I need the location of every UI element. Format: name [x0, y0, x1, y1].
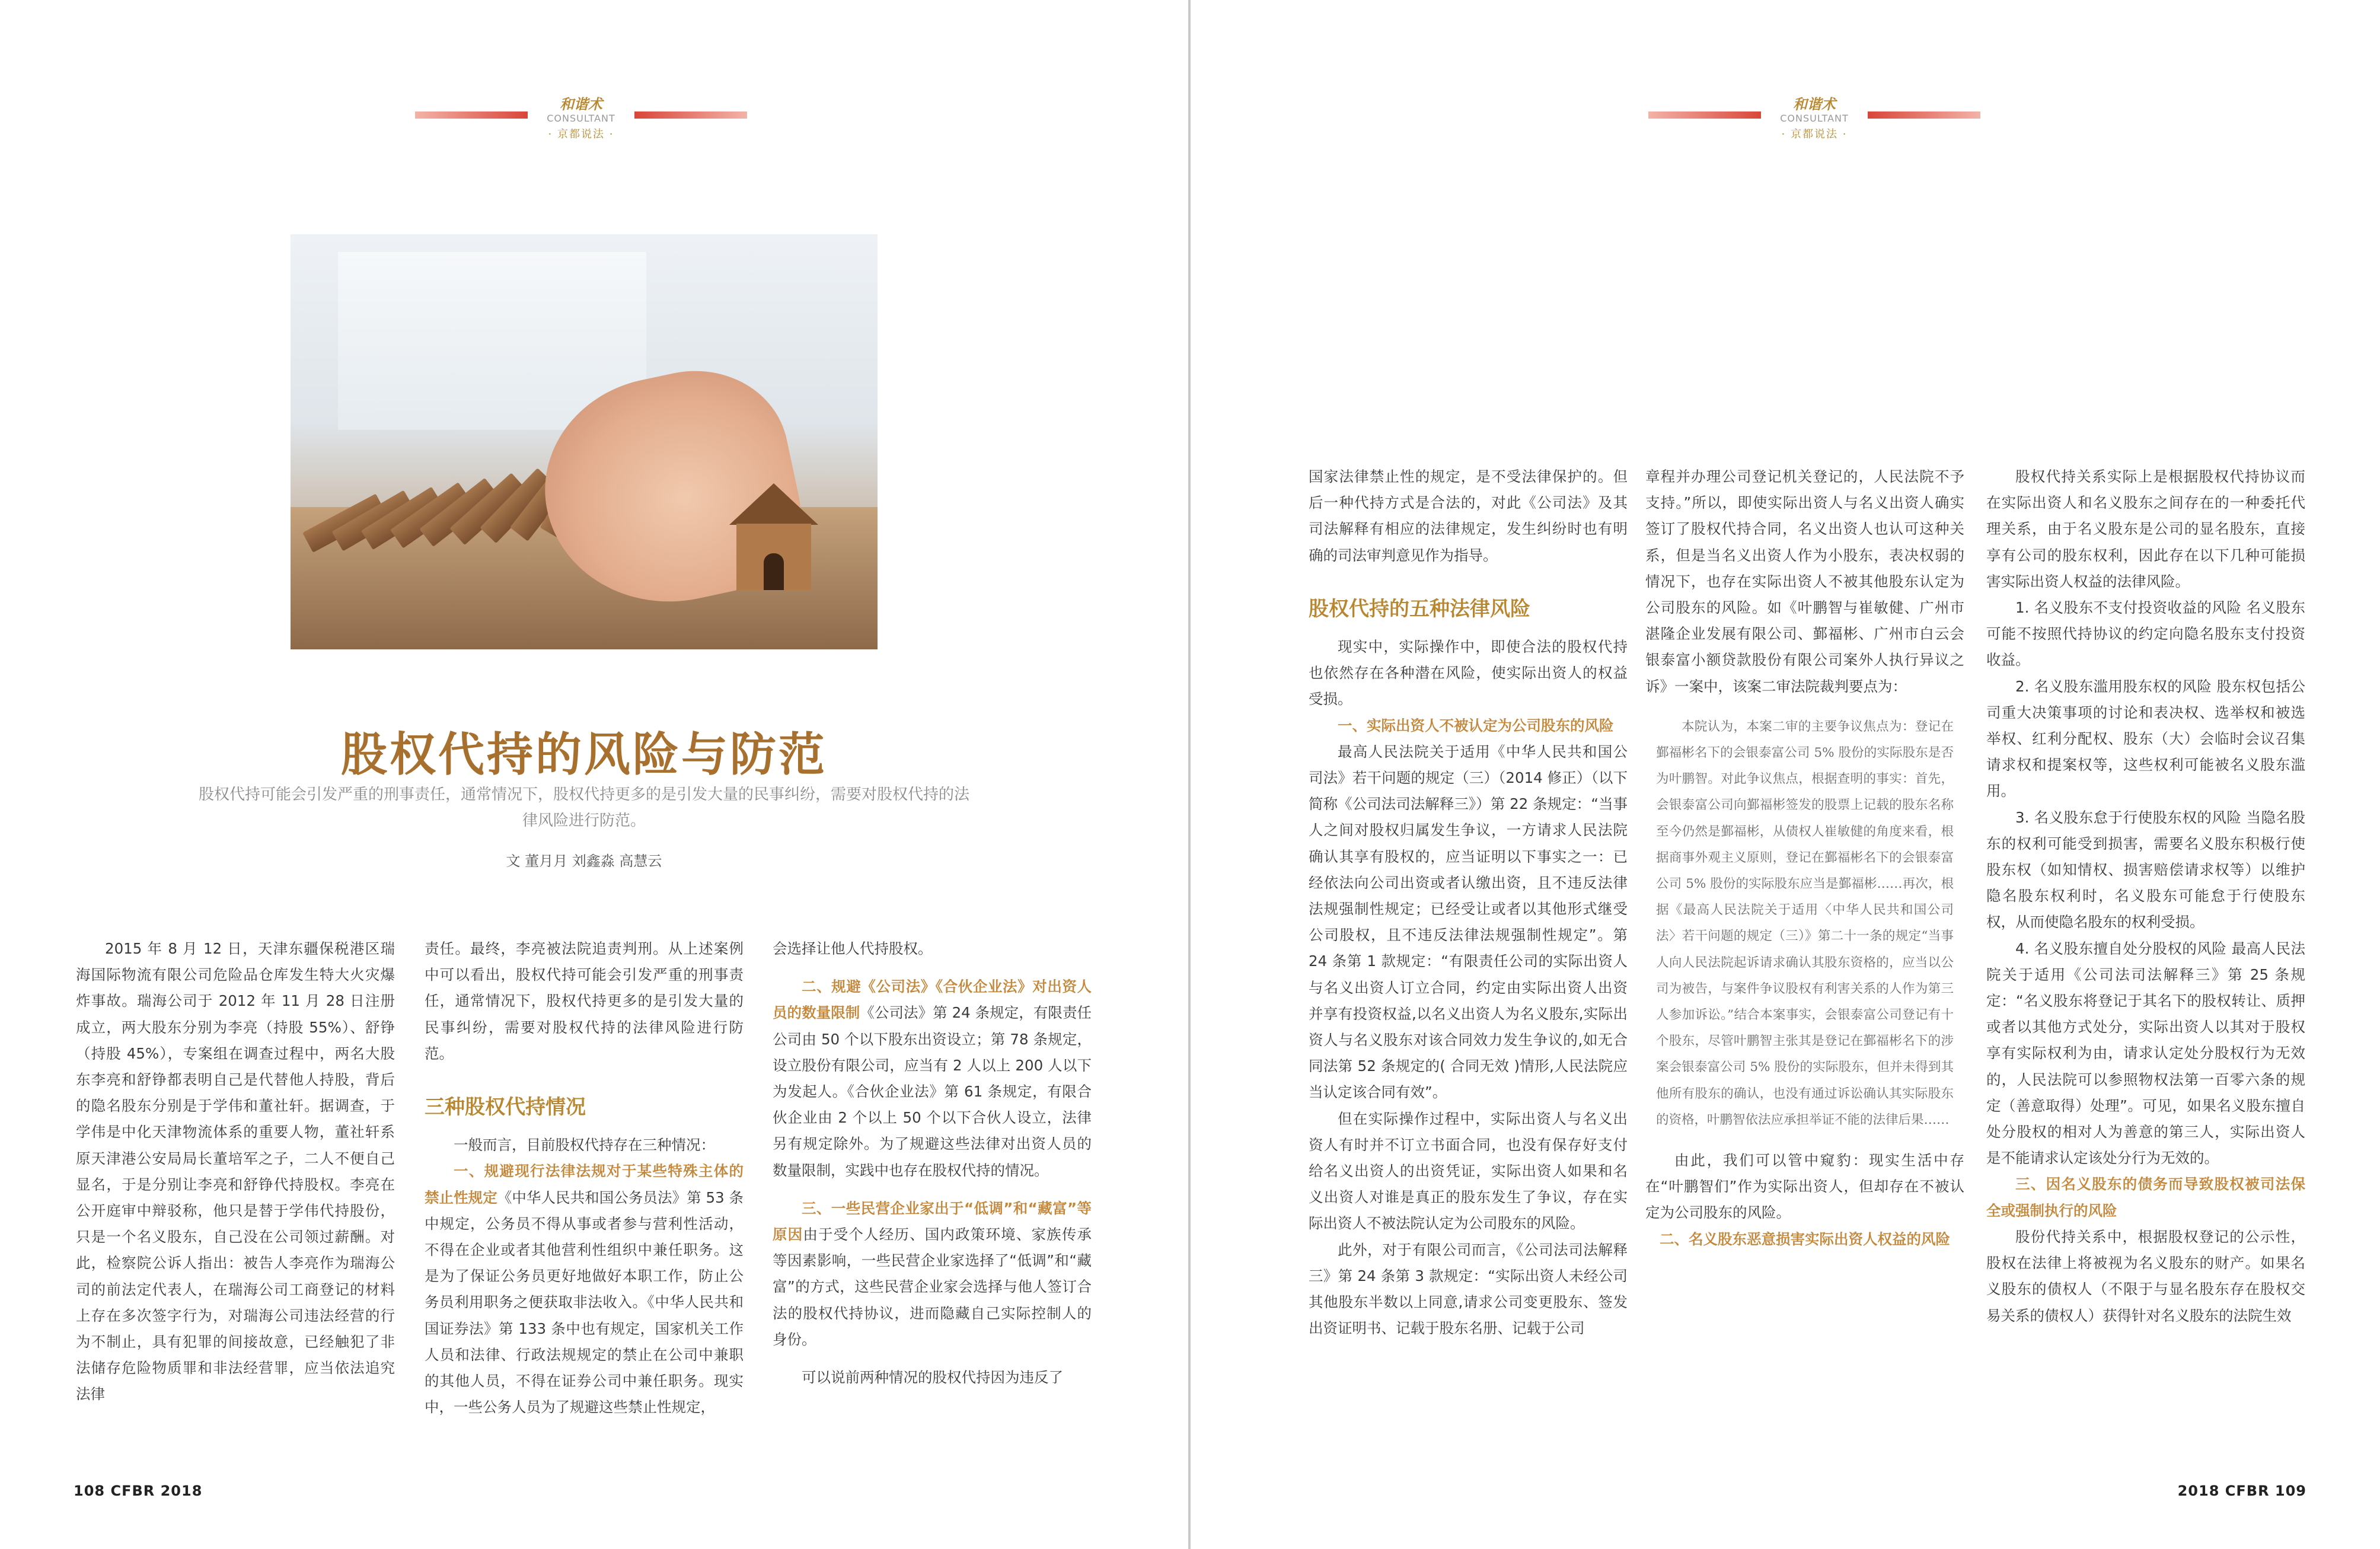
page-number-left: 108 CFBR 2018 — [74, 1483, 203, 1499]
house-roof — [729, 483, 818, 525]
section-heading: 三种股权代持情况 — [425, 1095, 586, 1120]
paragraph: 章程并办理公司登记机关登记的，人民法院不予支持。”所以，即使实际出资人与名义出资人确实签订了股权代持合同，名义出资人也认可这种关系，但是当名义出资人作为小股东，表决权弱的情况下，也存在实际出资人不被其他股东认定为公司股东的风险。如《叶鹏智与崔敏健、广州市湛隆企业发展有限公司、鄞福彬、广州市白云会银泰富小额贷款股份有限公司案外人执行异议之诉》一案中，该案二审法院裁判要点为： — [1645, 468, 1964, 695]
paragraph: 现实中，实际操作中，即使合法的股权代持也依然存在各种潜在风险，使实际出资人的权益受损。 — [1309, 638, 1628, 708]
subheading: 二、名义股东恶意损害实际出资人权益的风险 — [1660, 1230, 1950, 1248]
column-header — [1648, 89, 1980, 142]
paragraph: 4. 名义股东擅自处分股权的风险 最高人民法院关于适用《公司法司法解释三》第 25 条规定：“名义股东将登记于其名下的股权转让、质押或者以其他方式处分，实际出资人以其对于股权享有实际权利为由，请求认定处分股权行为无效的，人民法院可以参照物权法第一百零六条的规定（善意取得）处理”。可见，如果名义股东擅自处分股权的相对人为善意的第三人，实际出资人是不能请求认定该处分行为无效的。 — [1986, 939, 2305, 1167]
right-column-3 — [1986, 464, 2305, 1448]
header-title: 和谐术 — [560, 95, 602, 113]
paragraph: 1. 名义股东不支付投资收益的风险 名义股东可能不按照代持协议的约定向隐名股东支付投资收益。 — [1986, 599, 2305, 669]
paragraph — [773, 974, 1092, 1184]
paragraph-text: 《公司法》第 24 条规定，有限责任公司由 50 个以下股东出资设立；第 78 条规定，设立股份有限公司，应当有 2 人以上 200 人以下为发起人。《合伙企业法》第 61 条规定，有限合伙企业由 2 个以上 50 个以下合伙人设立，法律另有规定除外。为了规避这些法律对出资人员的数量限制，实践中也存在股权代持的情况。 — [773, 1004, 1092, 1179]
header-subtitle: · 京都说法 · — [1781, 128, 1848, 141]
right-column-1 — [1309, 464, 1628, 1448]
paragraph: 但在实际操作过程中，实际出资人与名义出资人有时并不订立书面合同，也没有保存好支付给名义出资人的出资凭证，实际出资人如果和名义出资人对谁是真正的股东发生了争议，存在实际出资人不被法院认定为公司股东的风险。 — [1309, 1110, 1628, 1232]
header-title-en: CONSULTANT — [547, 113, 615, 124]
subheading: 三、因名义股东的债务而导致股权被司法保全或强制执行的风险 — [1986, 1175, 2305, 1219]
paragraph-text: 由于受个人经历、国内政策环境、家族传承等因素影响，一些民营企业家选择了“低调”和“藏富”的方式，这些民营企业家会选择与他人签订合法的股权代持协议，进而隐藏自己实际控制人的身份。 — [773, 1226, 1092, 1348]
paragraph: 由此，我们可以管中窥豹：现实生活中存在“叶鹏智们”作为实际出资人，但却存在不被认定为公司股东的风险。 — [1645, 1152, 1964, 1222]
paragraph — [773, 1196, 1092, 1353]
page-number-right: 2018 CFBR 109 — [2177, 1483, 2306, 1499]
left-column-1 — [76, 936, 395, 1446]
article-subtitle: 股权代持可能会引发严重的刑事责任，通常情况下，股权代持更多的是引发大量的民事纠纷，需要对股权代持的法律风险进行防范。 — [198, 786, 969, 830]
paragraph: 国家法律禁止性的规定，是不受法律保护的。但后一种代持方式是合法的，对此《公司法》及其司法解释有相应的法律规定，发生纠纷时也有明确的司法审判意见作为指导。 — [1309, 468, 1628, 564]
paragraph: 责任。最终，李亮被法院追责判刑。从上述案例中可以看出，股权代持可能会引发严重的刑事责任，通常情况下，股权代持更多的是引发大量的民事纠纷，需要对股权代持的法律风险进行防范。 — [425, 940, 744, 1062]
column-header — [415, 89, 747, 142]
left-column-2 — [425, 936, 744, 1446]
header-subtitle: · 京都说法 · — [548, 128, 614, 141]
section-heading: 股权代持的五种法律风险 — [1309, 597, 1530, 621]
paragraph: 2015 年 8 月 12 日，天津东疆保税港区瑞海国际物流有限公司危险品仓库发生特大火灾爆炸事故。瑞海公司于 2012 年 11 月 28 日注册成立，两大股东分别为李亮（持股 55%）、舒铮（持股 45%），专案组在调查过程中，两名大股东李亮和舒铮都表明自己是代替他人持股，背后的隐名股东分别是于学伟和董社轩。据调查，于学伟是中化天津物流体系的重要人物，董社轩系原天津港公安局局长董培军之子，二人不便自己显名，于是分别让李亮和舒铮代持股权。李亮在公开庭审中辩驳称，他只是替于学伟代持股份，只是一个名义股东，自己没在公司领过薪酬。对此，检察院公诉人指出：被告人李亮作为瑞海公司的前法定代表人，在瑞海公司工商登记的材料上存在多次签字行为，对瑞海公司违法经营的行为不制止，具有犯罪的间接故意，已经触犯了非法储存危险物质罪和非法经营罪，应当依法追究法律 — [76, 940, 395, 1403]
article-title: 股权代持的风险与防范 — [340, 728, 827, 782]
house-door — [764, 553, 784, 590]
paragraph: 2. 名义股东滥用股东权的风险 股东权包括公司重大决策事项的讨论和表决权、选举权和被选举权、红利分配权、股东（大）会临时会议召集请求权和提案权等，这些权利可能被名义股东滥用。 — [1986, 677, 2305, 800]
paragraph-text: 《中华人民共和国公务员法》第 53 条中规定，公务员不得从事或者参与营利性活动，不得在企业或者其他营利性组织中兼任职务。这是为了保证公务员更好地做好本职工作，防止公务员利用职务之便获取非法收入。《中华人民共和国证券法》第 133 条中也有规定，国家机关工作人员和法律、行政法规规定的禁止在公司中兼职的其他人员，不得在证券公司中兼任职务。现实中，一些公务人员为了规避这些禁止性规定， — [425, 1188, 744, 1416]
subheading-inline: 一、规避现行法律法规对于某些特殊主体的禁止性规定 — [425, 1162, 744, 1206]
paragraph: 可以说前两种情况的股权代持因为违反了 — [802, 1369, 1063, 1387]
paragraph: 股份代持关系中，根据股权登记的公示性，股权在法律上将被视为名义股东的财产。如果名义股东的债权人（不限于与显名股东存在股权交易关系的债权人）获得针对名义股东的法院生效 — [1986, 1228, 2305, 1324]
hero-photo — [291, 234, 878, 649]
paragraph: 会选择让他人代持股权。 — [773, 940, 933, 957]
left-column-3 — [773, 936, 1092, 1446]
right-page — [1190, 0, 2380, 1549]
paragraph: 此外，对于有限公司而言，《公司法司法解释三》第 24 条第 3 款规定：“实际出资人未经公司其他股东半数以上同意,请求公司变更股东、签发出资证明书、记载于股东名册、记载于公司 — [1309, 1241, 1628, 1337]
right-column-2 — [1645, 464, 1964, 1448]
subheading: 一、实际出资人不被认定为公司股东的风险 — [1338, 716, 1614, 734]
paragraph: 一般而言，目前股权代持存在三种情况： — [454, 1136, 715, 1154]
article-byline: 文 董月月 刘鑫淼 高慧云 — [506, 853, 662, 869]
paragraph: 最高人民法院关于适用《中华人民共和国公司法》若干问题的规定（三）（2014 修正）（以下简称《公司法司法解释三》）第 22 条规定：“当事人之间对股权归属发生争议，一方请求人民法院确认其享有股权的，应当证明以下事实之一：已经依法向公司出资或者认缴出资，且不违反法律法规强制性规定；已经受让或者以其他形式继受公司股权，且不违反法律法规强制性规定”。第 24 条第 1 款规定：“有限责任公司的实际出资人与名义出资人订立合同，约定由实际出资人出资并享有投资权益,以名义出资人为名义股东,实际出资人与名义股东对该合同效力发生争议的,如无合同法第 52 条规定的( 合同无效 )情形,人民法院应当认定该合同有效”。 — [1309, 742, 1628, 1101]
paragraph: 3. 名义股东怠于行使股东权的风险 当隐名股东的权利可能受到损害，需要名义股东积极行使股东权（如知情权、损害赔偿请求权等）以维护隐名股东权利时，名义股东可能怠于行使股东权，从而使隐名股东的权利受损。 — [1986, 808, 2305, 931]
paragraph: 股权代持关系实际上是根据股权代持协议而在实际出资人和名义股东之间存在的一种委托代理关系，由于名义股东是公司的显名股东，直接享有公司的股东权利，因此存在以下几种可能损害实际出资人权益的法律风险。 — [1986, 468, 2305, 590]
paragraph — [425, 1158, 744, 1420]
header-title: 和谐术 — [1793, 95, 1836, 113]
wooden-house — [729, 483, 818, 590]
court-quote: 本院认为，本案二审的主要争议焦点为：登记在鄞福彬名下的会银泰富公司 5% 股份的实际股东是否为叶鹏智。对此争议焦点，根据查明的事实：首先，会银泰富公司向鄞福彬签发的股票上记载的股东名称至今仍然是鄞福彬，从债权人崔敏健的角度来看，根据商事外观主义原则，登记在鄞福彬名下的会银泰富公司 5% 股份的实际股东应当是鄞福彬……再次，根据《最高人民法院关于适用〈中华人民共和国公司法〉若干问题的规定（三）》第二十一条的规定“当事人向人民法院起诉请求确认其股东资格的，应当以公司为被告，与案件争议股权有利害关系的人作为第三人参加诉讼。”结合本案事实，会银泰富公司登记有十个股东，尽管叶鹏智主张其是登记在鄞福彬名下的涉案会银泰富公司 5% 股份的实际股东，但并未得到其他所有股东的确认，也没有通过诉讼确认其实际股东的资格，叶鹏智依法应承担举证不能的法律后果…… — [1656, 719, 1954, 1127]
subheading-inline: 二、规避《公司法》《合伙企业法》对出资人员的数量限制 — [773, 978, 1092, 1022]
subheading-inline: 三、一些民营企业家出于“低调”和“藏富”等原因 — [773, 1199, 1092, 1244]
header-title-en: CONSULTANT — [1780, 113, 1849, 124]
